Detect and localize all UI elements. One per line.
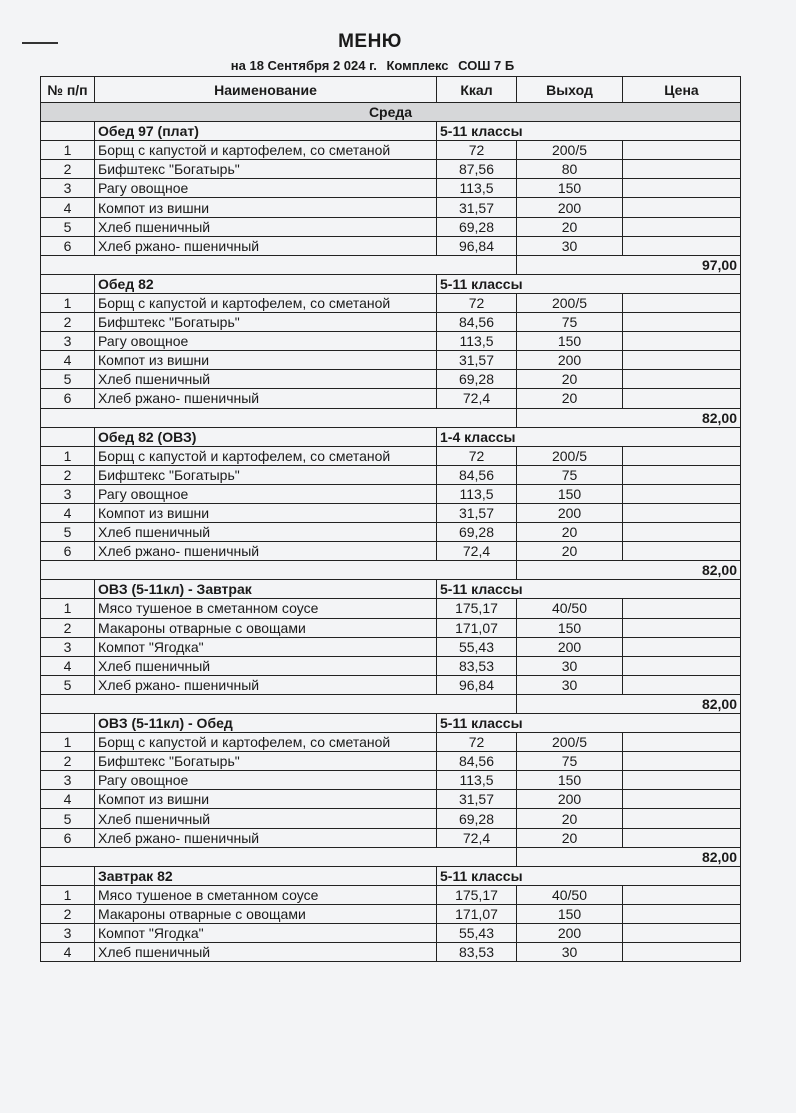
item-kcal: 72,4 [437, 828, 517, 847]
item-price [623, 675, 741, 694]
item-kcal: 69,28 [437, 523, 517, 542]
item-price [623, 828, 741, 847]
item-price [623, 313, 741, 332]
item-name: Хлеб пшеничный [95, 523, 437, 542]
section-title: Обед 82 [95, 274, 437, 293]
item-name: Компот из вишни [95, 790, 437, 809]
header-num: № п/п [41, 77, 95, 103]
item-price [623, 217, 741, 236]
item-name: Компот "Ягодка" [95, 924, 437, 943]
item-output: 200 [517, 503, 623, 522]
item-name: Борщ с капустой и картофелем, со сметаной [95, 141, 437, 160]
item-num: 1 [41, 293, 95, 312]
item-num: 2 [41, 160, 95, 179]
table-row [41, 904, 741, 923]
item-price [623, 465, 741, 484]
item-output: 150 [517, 904, 623, 923]
total-spacer [41, 255, 517, 274]
item-output: 200 [517, 198, 623, 217]
table-row [41, 503, 741, 522]
item-kcal: 87,56 [437, 160, 517, 179]
item-num: 6 [41, 236, 95, 255]
table-row [41, 484, 741, 503]
item-name: Рагу овощное [95, 179, 437, 198]
header-name: Наименование [95, 77, 437, 103]
section-header-row [41, 122, 741, 141]
table-row [41, 828, 741, 847]
menu-table [40, 76, 741, 962]
item-output: 200/5 [517, 733, 623, 752]
header-price: Цена [623, 77, 741, 103]
table-row [41, 542, 741, 561]
item-name: Бифштекс "Богатырь" [95, 313, 437, 332]
item-output: 40/50 [517, 885, 623, 904]
item-price [623, 446, 741, 465]
item-output: 20 [517, 542, 623, 561]
section-num-cell [41, 580, 95, 599]
item-kcal: 31,57 [437, 790, 517, 809]
item-num: 6 [41, 542, 95, 561]
item-name: Макароны отварные с овощами [95, 904, 437, 923]
item-kcal: 72 [437, 733, 517, 752]
section-total-row [41, 561, 741, 580]
item-name: Борщ с капустой и картофелем, со сметаной [95, 733, 437, 752]
item-kcal: 72 [437, 141, 517, 160]
table-row [41, 198, 741, 217]
section-title: Обед 97 (плат) [95, 122, 437, 141]
menu-table-body [41, 77, 741, 962]
total-spacer [41, 561, 517, 580]
table-row [41, 313, 741, 332]
item-price [623, 160, 741, 179]
table-row [41, 332, 741, 351]
item-name: Рагу овощное [95, 484, 437, 503]
item-name: Бифштекс "Богатырь" [95, 465, 437, 484]
item-kcal: 113,5 [437, 179, 517, 198]
table-row [41, 389, 741, 408]
table-row [41, 675, 741, 694]
item-output: 20 [517, 828, 623, 847]
item-num: 4 [41, 943, 95, 962]
item-output: 75 [517, 465, 623, 484]
item-num: 3 [41, 484, 95, 503]
section-total-row [41, 847, 741, 866]
section-title: ОВЗ (5-11кл) - Обед [95, 714, 437, 733]
section-total: 82,00 [517, 408, 741, 427]
item-name: Хлеб ржано- пшеничный [95, 828, 437, 847]
item-num: 5 [41, 675, 95, 694]
item-num: 4 [41, 503, 95, 522]
item-num: 5 [41, 217, 95, 236]
table-row [41, 733, 741, 752]
section-num-cell [41, 274, 95, 293]
table-row [41, 293, 741, 312]
section-num-cell [41, 427, 95, 446]
item-price [623, 523, 741, 542]
item-output: 150 [517, 618, 623, 637]
section-header-row [41, 714, 741, 733]
item-price [623, 141, 741, 160]
complex-label: Комплекс [386, 58, 449, 73]
item-name: Борщ с капустой и картофелем, со сметаной [95, 446, 437, 465]
table-row [41, 179, 741, 198]
table-row [41, 351, 741, 370]
section-group: 5-11 классы [437, 580, 741, 599]
menu-date: на 18 Сентября 2 024 г. [230, 58, 377, 73]
section-group: 5-11 классы [437, 866, 741, 885]
item-num: 2 [41, 904, 95, 923]
item-output: 150 [517, 484, 623, 503]
item-output: 20 [517, 217, 623, 236]
section-total: 82,00 [517, 561, 741, 580]
item-kcal: 72 [437, 293, 517, 312]
section-total: 97,00 [517, 255, 741, 274]
item-output: 200/5 [517, 446, 623, 465]
item-price [623, 236, 741, 255]
item-output: 30 [517, 943, 623, 962]
item-name: Мясо тушеное в сметанном соусе [95, 885, 437, 904]
item-price [623, 943, 741, 962]
item-name: Компот из вишни [95, 198, 437, 217]
item-output: 80 [517, 160, 623, 179]
item-output: 200 [517, 637, 623, 656]
item-kcal: 175,17 [437, 599, 517, 618]
item-price [623, 484, 741, 503]
section-title: ОВЗ (5-11кл) - Завтрак [95, 580, 437, 599]
table-row [41, 809, 741, 828]
header-kcal: Ккал [437, 77, 517, 103]
item-num: 1 [41, 733, 95, 752]
item-num: 2 [41, 618, 95, 637]
item-name: Рагу овощное [95, 771, 437, 790]
item-price [623, 790, 741, 809]
item-name: Рагу овощное [95, 332, 437, 351]
item-output: 200 [517, 924, 623, 943]
item-name: Бифштекс "Богатырь" [95, 160, 437, 179]
item-price [623, 351, 741, 370]
item-kcal: 96,84 [437, 675, 517, 694]
item-num: 3 [41, 924, 95, 943]
table-row [41, 771, 741, 790]
item-price [623, 618, 741, 637]
section-header-row [41, 274, 741, 293]
table-row [41, 618, 741, 637]
item-name: Хлеб пшеничный [95, 943, 437, 962]
section-group: 1-4 классы [437, 427, 741, 446]
section-group: 5-11 классы [437, 714, 741, 733]
item-kcal: 69,28 [437, 370, 517, 389]
item-num: 5 [41, 523, 95, 542]
item-output: 200 [517, 790, 623, 809]
item-name: Хлеб ржано- пшеничный [95, 675, 437, 694]
item-price [623, 733, 741, 752]
item-price [623, 637, 741, 656]
item-num: 1 [41, 446, 95, 465]
item-num: 4 [41, 656, 95, 675]
section-num-cell [41, 714, 95, 733]
item-price [623, 542, 741, 561]
page-subtitle [0, 58, 745, 73]
item-output: 20 [517, 523, 623, 542]
table-row [41, 924, 741, 943]
item-price [623, 370, 741, 389]
item-output: 75 [517, 752, 623, 771]
table-row [41, 656, 741, 675]
item-kcal: 83,53 [437, 656, 517, 675]
item-kcal: 55,43 [437, 637, 517, 656]
item-output: 75 [517, 313, 623, 332]
section-total: 82,00 [517, 847, 741, 866]
item-kcal: 83,53 [437, 943, 517, 962]
item-num: 1 [41, 885, 95, 904]
item-output: 20 [517, 809, 623, 828]
section-title: Обед 82 (ОВЗ) [95, 427, 437, 446]
item-kcal: 55,43 [437, 924, 517, 943]
day-label: Среда [41, 103, 741, 122]
item-num: 5 [41, 809, 95, 828]
item-price [623, 885, 741, 904]
table-row [41, 160, 741, 179]
item-name: Компот "Ягодка" [95, 637, 437, 656]
school-name: СОШ 7 Б [458, 58, 515, 73]
item-kcal: 31,57 [437, 503, 517, 522]
item-kcal: 72,4 [437, 542, 517, 561]
table-row [41, 236, 741, 255]
item-num: 3 [41, 332, 95, 351]
item-kcal: 113,5 [437, 332, 517, 351]
section-group: 5-11 классы [437, 122, 741, 141]
item-num: 2 [41, 313, 95, 332]
item-kcal: 84,56 [437, 465, 517, 484]
item-price [623, 332, 741, 351]
table-row [41, 943, 741, 962]
item-output: 30 [517, 675, 623, 694]
item-kcal: 96,84 [437, 236, 517, 255]
item-price [623, 656, 741, 675]
item-name: Мясо тушеное в сметанном соусе [95, 599, 437, 618]
header-output: Выход [517, 77, 623, 103]
total-spacer [41, 847, 517, 866]
item-kcal: 31,57 [437, 351, 517, 370]
item-num: 3 [41, 771, 95, 790]
item-num: 2 [41, 465, 95, 484]
item-num: 6 [41, 828, 95, 847]
item-price [623, 179, 741, 198]
day-row [41, 103, 741, 122]
item-name: Хлеб пшеничный [95, 809, 437, 828]
item-num: 3 [41, 637, 95, 656]
page-title: МЕНЮ [338, 31, 402, 52]
item-num: 3 [41, 179, 95, 198]
item-num: 1 [41, 599, 95, 618]
item-name: Хлеб пшеничный [95, 656, 437, 675]
table-row [41, 523, 741, 542]
table-row [41, 599, 741, 618]
item-name: Бифштекс "Богатырь" [95, 752, 437, 771]
item-output: 200 [517, 351, 623, 370]
item-num: 4 [41, 198, 95, 217]
item-output: 20 [517, 370, 623, 389]
item-output: 150 [517, 179, 623, 198]
item-name: Хлеб ржано- пшеничный [95, 542, 437, 561]
item-num: 4 [41, 351, 95, 370]
table-row [41, 885, 741, 904]
item-price [623, 904, 741, 923]
item-price [623, 599, 741, 618]
item-kcal: 72 [437, 446, 517, 465]
item-num: 5 [41, 370, 95, 389]
section-header-row [41, 580, 741, 599]
section-num-cell [41, 122, 95, 141]
item-name: Хлеб ржано- пшеничный [95, 389, 437, 408]
section-num-cell [41, 866, 95, 885]
item-name: Хлеб пшеничный [95, 370, 437, 389]
section-group: 5-11 классы [437, 274, 741, 293]
item-name: Компот из вишни [95, 503, 437, 522]
section-total-row [41, 694, 741, 713]
item-output: 40/50 [517, 599, 623, 618]
item-num: 6 [41, 389, 95, 408]
item-kcal: 113,5 [437, 484, 517, 503]
item-name: Борщ с капустой и картофелем, со сметаной [95, 293, 437, 312]
item-price [623, 198, 741, 217]
item-num: 4 [41, 790, 95, 809]
total-spacer [41, 694, 517, 713]
item-name: Хлеб ржано- пшеничный [95, 236, 437, 255]
item-price [623, 293, 741, 312]
table-row [41, 790, 741, 809]
item-output: 150 [517, 771, 623, 790]
item-output: 200/5 [517, 141, 623, 160]
item-price [623, 809, 741, 828]
table-row [41, 465, 741, 484]
item-kcal: 171,07 [437, 904, 517, 923]
table-row [41, 370, 741, 389]
section-header-row [41, 866, 741, 885]
total-spacer [41, 408, 517, 427]
item-kcal: 69,28 [437, 217, 517, 236]
table-row [41, 141, 741, 160]
item-kcal: 31,57 [437, 198, 517, 217]
item-kcal: 171,07 [437, 618, 517, 637]
section-total-row [41, 255, 741, 274]
item-price [623, 771, 741, 790]
table-row [41, 446, 741, 465]
table-row [41, 217, 741, 236]
table-row [41, 752, 741, 771]
item-price [623, 503, 741, 522]
item-output: 20 [517, 389, 623, 408]
item-output: 150 [517, 332, 623, 351]
item-price [623, 752, 741, 771]
item-price [623, 924, 741, 943]
item-kcal: 84,56 [437, 313, 517, 332]
item-name: Макароны отварные с овощами [95, 618, 437, 637]
item-name: Компот из вишни [95, 351, 437, 370]
item-kcal: 113,5 [437, 771, 517, 790]
item-num: 2 [41, 752, 95, 771]
table-row [41, 637, 741, 656]
item-output: 30 [517, 236, 623, 255]
section-title: Завтрак 82 [95, 866, 437, 885]
table-header-row [41, 77, 741, 103]
item-num: 1 [41, 141, 95, 160]
section-total-row [41, 408, 741, 427]
item-output: 30 [517, 656, 623, 675]
item-kcal: 84,56 [437, 752, 517, 771]
item-kcal: 69,28 [437, 809, 517, 828]
section-total: 82,00 [517, 694, 741, 713]
section-header-row [41, 427, 741, 446]
item-kcal: 175,17 [437, 885, 517, 904]
item-price [623, 389, 741, 408]
item-kcal: 72,4 [437, 389, 517, 408]
item-output: 200/5 [517, 293, 623, 312]
item-name: Хлеб пшеничный [95, 217, 437, 236]
